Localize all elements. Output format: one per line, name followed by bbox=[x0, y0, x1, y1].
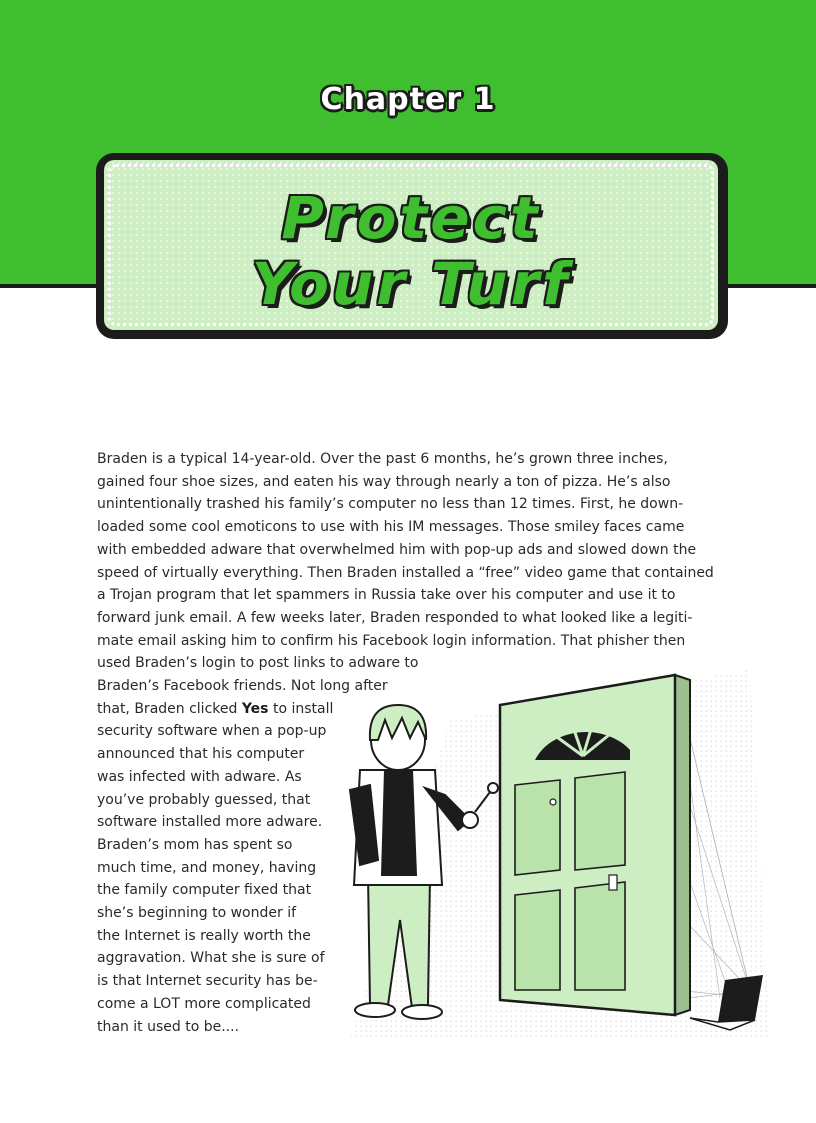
yes-word: Yes bbox=[241, 700, 269, 717]
text-line: you’ve probably guessed, that bbox=[97, 791, 311, 808]
text-line: mate email asking him to confirm his Facebook login information. That phisher then bbox=[97, 632, 686, 649]
chapter-label: Chapter 1 bbox=[320, 82, 496, 117]
text-line: she’s beginning to wonder if bbox=[97, 905, 297, 922]
text-line: than it used to be.... bbox=[97, 1018, 240, 1035]
text-line: security software when a pop-up bbox=[97, 723, 327, 740]
chapter-title-line-1: Protect bbox=[281, 184, 541, 252]
text-line: used Braden’s login to post links to adware to bbox=[97, 655, 419, 672]
text-line: a Trojan program that let spammers in Russia take over his computer and use it to bbox=[97, 587, 676, 604]
text-line: forward junk email. A few weeks later, Braden responded to what looked like a legiti- bbox=[97, 609, 693, 626]
text-line: the family computer fixed that bbox=[97, 882, 312, 899]
text-line: software installed more adware. bbox=[97, 814, 323, 831]
text-line: the Internet is really worth the bbox=[97, 927, 311, 944]
text-line: aggravation. What she is sure of bbox=[97, 950, 325, 967]
text-line: come a LOT more complicated bbox=[97, 995, 311, 1012]
text-line: speed of virtually everything. Then Braden installed a “free” video game that contained bbox=[97, 564, 714, 581]
text-line: is that Internet security has be- bbox=[97, 973, 318, 990]
text-fragment: that, Braden clicked bbox=[97, 700, 242, 717]
door-edge bbox=[675, 675, 690, 1015]
text-line: much time, and money, having bbox=[97, 859, 317, 876]
text-line: with embedded adware that overwhelmed him with pop-up ads and slowed down the bbox=[97, 541, 697, 558]
text-fragment: to install bbox=[268, 700, 334, 717]
keyhole-icon bbox=[609, 875, 617, 890]
text-line: Braden’s Facebook friends. Not long after bbox=[97, 678, 388, 695]
door-knob bbox=[550, 799, 556, 805]
text-line: loaded some cool emoticons to use with his IM messages. Those smiley faces came bbox=[97, 519, 685, 536]
boy-and-door-illustration bbox=[330, 660, 770, 1050]
title-plate bbox=[104, 160, 718, 330]
text-line: Braden is a typical 14-year-old. Over the past 6 months, he’s grown three inches, bbox=[97, 451, 668, 467]
text-line: was infected with adware. As bbox=[97, 768, 302, 785]
text-line: gained four shoe sizes, and eaten his way through nearly a ton of pizza. He’s also bbox=[97, 473, 671, 490]
chapter-title-line-2: Your Turf bbox=[251, 250, 571, 318]
text-line: announced that his computer bbox=[97, 746, 305, 763]
text-line: unintentionally trashed his family’s computer no less than 12 times. First, he down- bbox=[97, 496, 684, 513]
text-line: Braden’s mom has spent so bbox=[97, 836, 293, 853]
